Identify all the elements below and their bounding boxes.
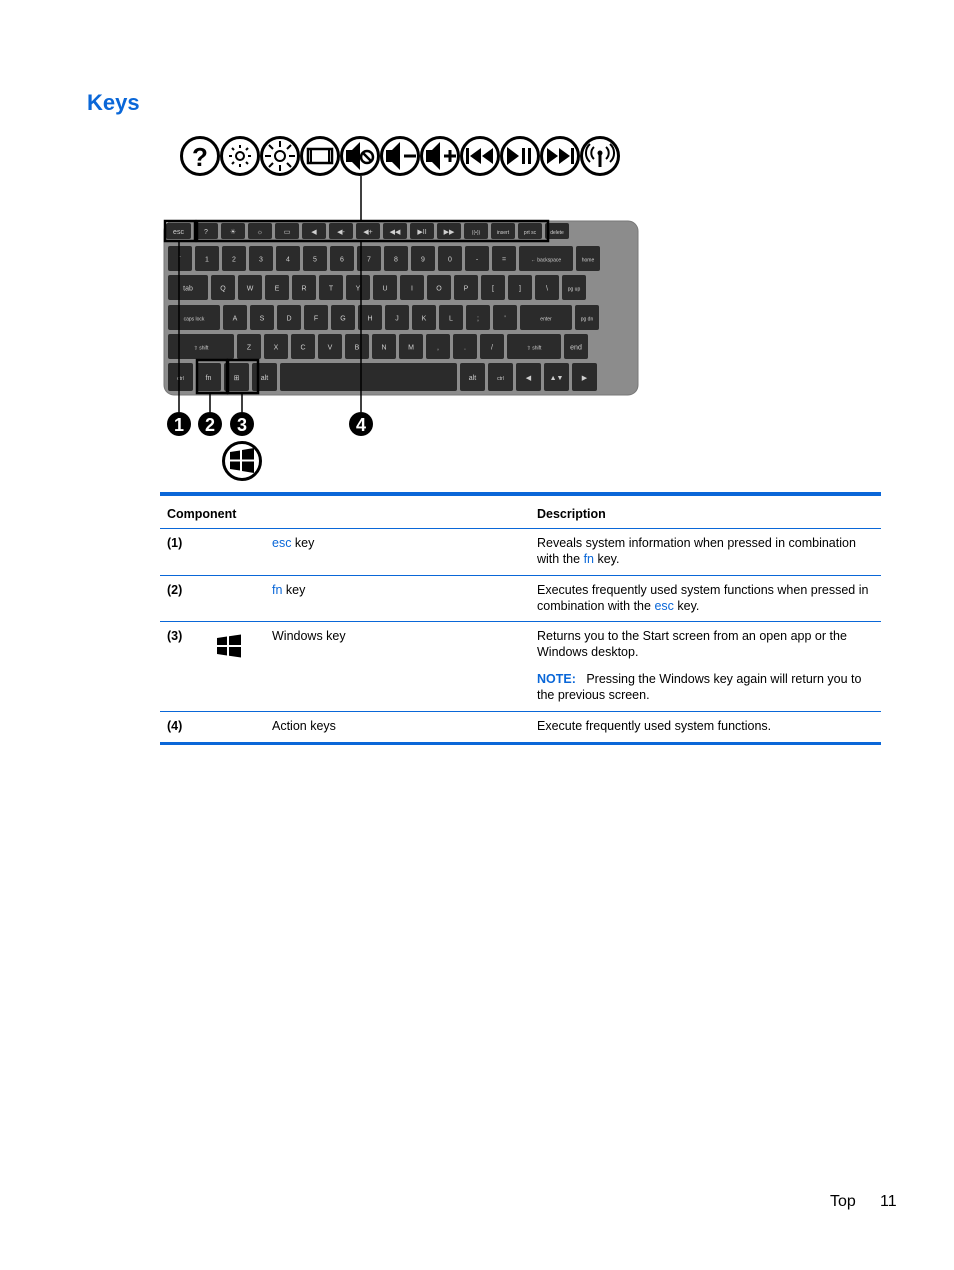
keyboard-key-label: ◀-: [337, 229, 345, 236]
fn-link[interactable]: fn: [583, 552, 594, 566]
keyboard-key-label: E: [274, 285, 280, 293]
keyboard-key-label: caps lock: [183, 316, 205, 323]
keyboard-key-label: pg dn: [580, 316, 594, 323]
keyboard-key-label: R: [301, 285, 307, 293]
keyboard-key-label: H: [367, 315, 373, 323]
help-icon: [182, 138, 219, 175]
description-text-end: key.: [673, 599, 700, 613]
keyboard-key-label: esc: [173, 229, 184, 236]
keyboard-key-label: 6: [340, 256, 344, 264]
keyboard-key-label: 0: [448, 256, 452, 264]
keyboard-key-label: ☀: [229, 229, 237, 236]
keyboard-key-label: O: [436, 285, 442, 293]
keyboard-key-label: ▶II: [417, 229, 427, 236]
keyboard-key-label: /: [491, 344, 493, 352]
esc-link[interactable]: esc: [272, 536, 292, 550]
windows-logo-icon: [224, 443, 261, 480]
keyboard-key-label: -: [475, 256, 479, 264]
keyboard-key-label: 5: [313, 256, 317, 264]
keyboard-key-label: L: [449, 315, 453, 323]
keyboard-key-label: M: [408, 344, 414, 352]
keyboard-key-label: J: [395, 315, 399, 323]
keyboard-key-label: 9: [421, 256, 425, 264]
component-description: [537, 582, 877, 614]
keyboard-key-label: ▶▶: [443, 229, 455, 236]
keyboard-key-label: ⇧ shift: [193, 345, 209, 352]
component-name: Action keys: [272, 719, 336, 733]
keyboard-key-label: ▶: [581, 375, 588, 382]
row-number: (2): [167, 583, 183, 597]
keyboard-key-label: D: [286, 315, 292, 323]
keyboard-key-label: T: [328, 285, 334, 293]
component-description: [537, 535, 877, 567]
keyboard-key-label: Y: [355, 285, 361, 293]
keyboard-key-label: V: [327, 344, 333, 352]
volume-up-icon: [422, 138, 459, 175]
component-name: [272, 535, 314, 551]
keyboard-key-label: Z: [246, 344, 252, 352]
keyboard-key-label: insert: [496, 230, 510, 236]
description-text: Reveals system information when pressed in combination with the: [537, 536, 856, 566]
note-text: Pressing the Windows key again will return you to the previous screen.: [537, 672, 862, 702]
table-row: [160, 711, 881, 742]
keyboard-key-label: ◀: [525, 375, 532, 382]
keyboard-key-label: home: [581, 257, 595, 264]
fn-link[interactable]: fn: [272, 583, 283, 597]
component-description: Execute frequently used system functions.: [537, 719, 772, 733]
note-label: NOTE:: [537, 672, 576, 686]
function-key-icons: [182, 138, 619, 175]
keyboard-key-label: pg up: [567, 286, 581, 293]
keyboard-key-label: ☼: [256, 229, 264, 236]
component-header: Component: [167, 507, 237, 521]
keyboard-key-label: A: [232, 315, 238, 323]
keyboard-key-label: ]: [519, 285, 521, 293]
keyboard-key-label: X: [273, 344, 279, 352]
keyboard-key-label: ((•)): [471, 230, 481, 236]
keyboard-key-label: ◀◀: [389, 229, 401, 236]
row-number: (3): [167, 629, 183, 643]
display-switch-icon: [302, 138, 339, 175]
keyboard-key-label: ← backspace: [530, 257, 562, 264]
note: [537, 671, 877, 703]
keyboard-key-label: ': [504, 315, 506, 323]
keyboard-key-label: delete: [550, 230, 564, 236]
callout-1: [167, 412, 191, 436]
keyboard-key-label: .: [464, 344, 466, 352]
keyboard-key-label: Q: [220, 285, 226, 293]
brightness-down-icon: [222, 138, 259, 175]
callout-1-label: 1: [173, 415, 185, 435]
table-row: [160, 575, 881, 621]
wireless-icon: [582, 138, 619, 175]
keyboard-key-label: \: [546, 285, 548, 293]
brightness-up-icon: [262, 138, 299, 175]
windows-key-icon: [217, 634, 241, 658]
volume-down-icon: [382, 138, 419, 175]
keyboard-key-label: ▭: [283, 229, 291, 236]
component-table: [160, 492, 881, 745]
keyboard-key-label: C: [300, 344, 306, 352]
keyboard-key-label: ;: [477, 315, 479, 323]
keyboard-key-label: B: [354, 344, 360, 352]
component-suffix: key: [282, 583, 306, 597]
description-text: Returns you to the Start screen from an open app or the Windows desktop.: [537, 629, 847, 659]
callout-2: [198, 412, 222, 436]
keyboard-key: [280, 363, 457, 391]
esc-link[interactable]: esc: [654, 599, 674, 613]
svg-text:?: ?: [192, 142, 208, 172]
keyboard-key-label: ◀+: [363, 229, 373, 236]
keyboard-key-label: ?: [204, 229, 208, 236]
keyboard-key-label: S: [259, 315, 265, 323]
keyboard-key-label: ,: [437, 344, 439, 352]
keyboard-key-label: P: [463, 285, 469, 293]
keyboard-key-label: end: [570, 344, 582, 352]
keyboard-key-label: alt: [468, 375, 477, 382]
keyboard-key-label: enter: [540, 316, 552, 323]
keyboard-key-label: 1: [205, 256, 209, 264]
component-suffix: key: [291, 536, 315, 550]
component-name: Windows key: [272, 629, 346, 643]
table-row: [160, 621, 881, 711]
keyboard-key-label: ctrl: [177, 376, 184, 382]
keyboard-key-label: tab: [183, 285, 193, 293]
keyboard-key-label: fn: [205, 375, 212, 382]
keyboard-key-label: 7: [367, 256, 371, 264]
keyboard-key-label: 3: [259, 256, 263, 264]
description-text: Executes frequently used system functions when pressed in combination with the: [537, 583, 869, 613]
keyboard-key-label: ⇧ shift: [526, 345, 542, 352]
keyboard-key-label: 4: [286, 256, 290, 264]
keyboard-key-label: [: [492, 285, 494, 293]
keyboard-key-label: N: [381, 344, 387, 352]
callout-3: [230, 412, 254, 436]
keyboard-key-label: prt sc: [523, 230, 537, 236]
keyboard-key-label: W: [246, 285, 254, 293]
play-pause-icon: [502, 138, 539, 175]
keyboard-key-label: 8: [394, 256, 398, 264]
previous-track-icon: [462, 138, 499, 175]
mute-icon: [342, 138, 379, 175]
component-description: [537, 628, 877, 703]
description-header: Description: [537, 507, 606, 521]
keyboard-key-label: `: [178, 256, 182, 264]
keyboard-key-label: ◀: [311, 229, 317, 236]
keyboard-key-label: F: [313, 315, 319, 323]
page-title: Keys: [87, 90, 140, 115]
next-track-icon: [542, 138, 579, 175]
keyboard-key-label: ⊞: [233, 375, 240, 382]
keyboard-key-label: alt: [260, 375, 269, 382]
keyboard-key-label: U: [382, 285, 388, 293]
keyboard-figure: [160, 132, 650, 484]
callout-2-label: 2: [204, 415, 216, 435]
keyboard-key-label: ctrl: [497, 376, 504, 382]
table-row: [160, 528, 881, 575]
row-number: (1): [167, 536, 183, 550]
keyboard-key-label: =: [501, 256, 507, 264]
description-text-end: key.: [594, 552, 620, 566]
keyboard-key-label: G: [340, 315, 346, 323]
keyboard-key-label: 2: [232, 256, 236, 264]
row-number: (4): [167, 719, 183, 733]
callout-3-label: 3: [236, 415, 248, 435]
page-number: 11: [880, 1193, 897, 1210]
footer-section-link[interactable]: Top: [830, 1193, 856, 1210]
keyboard-key-label: I: [411, 285, 413, 293]
component-name: [272, 582, 305, 598]
table-header-row: [160, 496, 881, 528]
callout-4-label: 4: [355, 415, 367, 435]
keyboard-key-label: K: [421, 315, 427, 323]
keyboard-key-label: ▲▼: [549, 375, 564, 382]
table-bottom-rule: [160, 742, 881, 745]
callout-4: [349, 412, 373, 436]
